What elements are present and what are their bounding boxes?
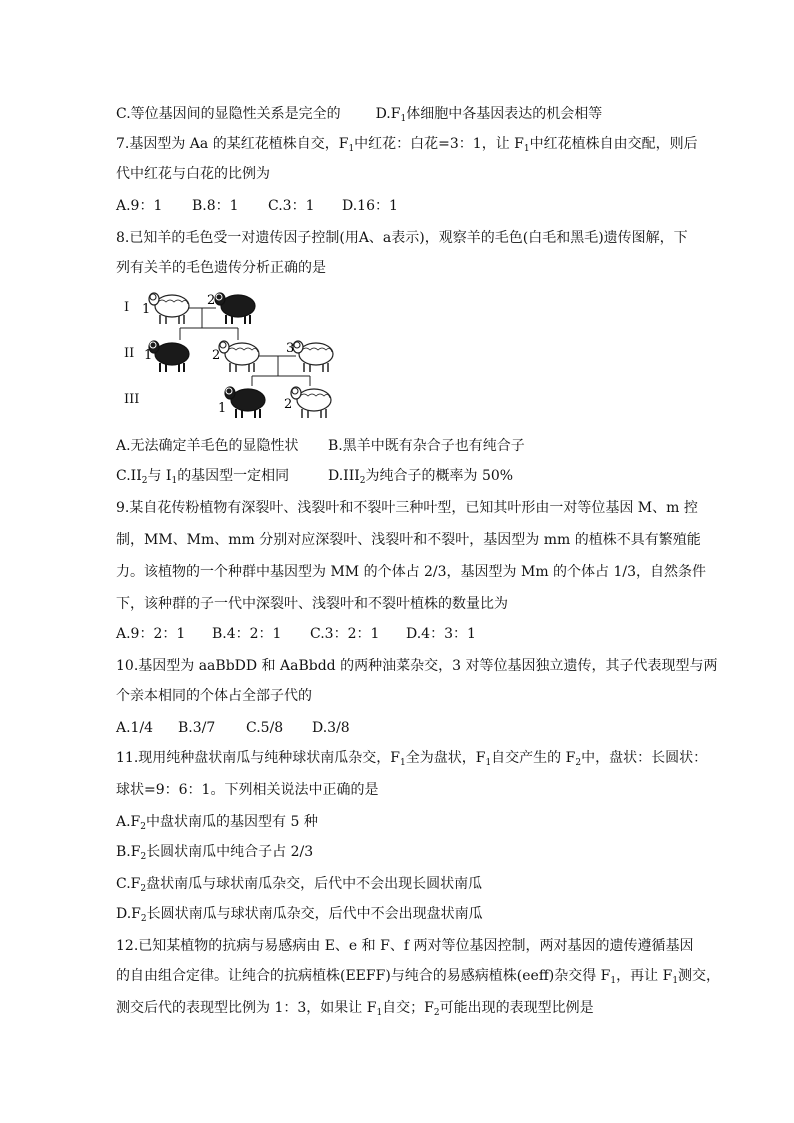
- q11-option-c: $C.F_2$盘状南瓜与球状南瓜杂交，后代中不会出现长圆状南瓜: [116, 876, 483, 894]
- q10-option-b: B.3/7: [178, 720, 216, 736]
- q7-option-d: D.16：1: [342, 198, 398, 214]
- q8-option-b: B.黑羊中既有杂合子也有纯合子: [328, 438, 525, 454]
- sheep-iii2-white: [291, 387, 331, 418]
- q8-options-ab: [116, 436, 525, 456]
- q8-options-cd: [116, 466, 513, 491]
- q12-stem-line1: 12.已知某植物的抗病与易感病由 E、e 和 F、f 两对等位基因控制，两对基因的遗传遵循基因: [116, 938, 694, 954]
- q7-option-b: B.8：1: [192, 198, 239, 214]
- q12-stem-line3: 测交后代的表现型比例为 1：3，如果让 $F_1$自交；$F_2$可能出现的表现型比例是: [116, 1000, 594, 1018]
- q9-options: [116, 624, 476, 644]
- q11-option-d: $D.F_2$长圆状南瓜与球状南瓜杂交，后代中不会出现盘状南瓜: [116, 906, 483, 924]
- sheep-ii1-black: [149, 341, 189, 372]
- q8-option-c: $C.II_2$与 $I_1$的基因型一定相同: [116, 468, 290, 486]
- q11-option-b: $B.F_2$长圆状南瓜中纯合子占 2/3: [116, 844, 314, 862]
- q6-option-d: $D.F_1$体细胞中各基因表达的机会相等: [375, 106, 603, 124]
- sheep-ii2-white: [219, 341, 259, 372]
- q10-option-d: D.3/8: [312, 720, 350, 736]
- q9-option-a: A.9：2：1: [116, 626, 186, 642]
- sheep-i2-black: [215, 293, 255, 324]
- q11-option-a: $A.F_2$中盘状南瓜的基因型有 5 种: [116, 814, 318, 832]
- q8-stem-line1: 8.已知羊的毛色受一对遗传因子控制(用A、a表示)，观察羊的毛色(白毛和黑毛)遗传图解，下: [116, 230, 688, 246]
- label-i1: 1: [142, 302, 151, 317]
- generation-label-i: I: [124, 300, 130, 315]
- label-ii1: 1: [144, 348, 153, 363]
- label-ii2: 2: [212, 348, 221, 363]
- q7-option-a: A.9：1: [116, 198, 163, 214]
- q12-stem-line2: 的自由组合定律。让纯合的抗病植株(EEFF)与纯合的易感病植株(eeff)杂交得 $F_1$，再让 $F_1$测交，: [116, 968, 721, 986]
- sheep-iii1-black: [225, 387, 265, 418]
- q8-option-d: $D.III_2$为纯合子的概率为 50%: [328, 468, 514, 486]
- label-iii1: 1: [218, 401, 227, 416]
- generation-label-iii: III: [124, 392, 140, 407]
- q11-stem-line1: 11.现用纯种盘状南瓜与纯种球状南瓜杂交，$F_1$全为盘状，$F_1$自交产生的 $F_2$中，盘状：长圆状：: [116, 750, 708, 768]
- q7-stem-line1: 7.基因型为 Aa 的某红花植株自交，$F_1$中红花：白花=3：1，让 $F_1$中红花植株自由交配，则后: [116, 136, 698, 154]
- q9-option-c: C.3：2：1: [310, 626, 380, 642]
- q10-stem-line1: 10.基因型为 aaBbDD 和 AaBbdd 的两种油菜杂交，3 对等位基因独立遗传，其子代表现型与两: [116, 658, 718, 674]
- label-iii2: 2: [284, 397, 293, 412]
- q9-stem-line2: 制，MM、Mm、mm 分别对应深裂叶、浅裂叶和不裂叶，基因型为 mm 的植株不具有繁殖能: [116, 532, 701, 548]
- q9-option-d: D.4：3：1: [406, 626, 476, 642]
- q10-stem-line2: 个亲本相同的个体占全部子代的: [116, 688, 312, 704]
- q10-option-c: C.5/8: [246, 720, 284, 736]
- generation-label-ii: II: [124, 346, 135, 361]
- q9-option-b: B.4：2：1: [212, 626, 282, 642]
- q10-options: [116, 718, 350, 738]
- q11-stem-line2: 球状=9：6：1。下列相关说法中正确的是: [116, 782, 379, 798]
- q6-option-c: C.等位基因间的显隐性关系是完全的: [116, 106, 341, 122]
- sheep-i1-white: [149, 293, 189, 324]
- q10-option-a: A.1/4: [116, 720, 154, 736]
- q7-stem-line2: 代中红花与白花的比例为: [116, 166, 270, 182]
- q9-stem-line3: 力。该植物的一个种群中基因型为 MM 的个体占 2/3，基因型为 Mm 的个体占 1/3，自然条件: [116, 564, 707, 580]
- q9-stem-line1: 9.某自花传粉植物有深裂叶、浅裂叶和不裂叶三种叶型，已知其叶形由一对等位基因 M、m 控: [116, 500, 698, 516]
- label-i2: 2: [207, 293, 216, 308]
- label-ii3: 3: [286, 341, 295, 356]
- q8-stem-line2: 列有关羊的毛色遗传分析正确的是: [116, 260, 326, 276]
- pedigree-svg: [0, 0, 794, 440]
- q7-option-c: C.3：1: [268, 198, 315, 214]
- q8-option-a: A.无法确定羊毛色的显隐性状: [116, 438, 299, 454]
- q9-stem-line4: 下，该种群的子一代中深裂叶、浅裂叶和不裂叶植株的数量比为: [116, 596, 508, 612]
- sheep-ii3-white: [293, 341, 333, 372]
